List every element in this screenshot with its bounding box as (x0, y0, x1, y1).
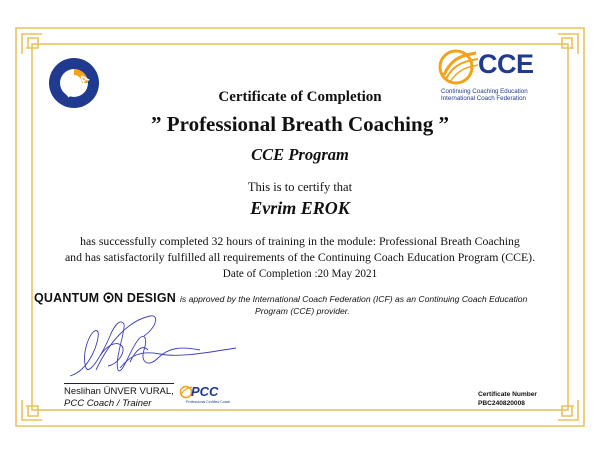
signer-name: Neslihan ÜNVER VURAL, (64, 386, 174, 397)
brand-left-text: QUANTUM (34, 291, 103, 305)
cce-logo-line1: Continuing Coaching Education (441, 88, 528, 95)
quantum-on-design-logo (34, 291, 176, 305)
cce-swirl-icon (438, 47, 480, 87)
approval-line2: Program (CCE) provider. (255, 306, 350, 316)
recipient-name: Evrim EROK (250, 198, 350, 218)
certify-text: This is to certify that (247, 180, 353, 194)
handwritten-signature (60, 310, 250, 386)
certificate-heading: Certificate of Completion (218, 89, 382, 105)
signer-block (64, 386, 174, 410)
completion-text-line2: and has satisfactorily fulfilled all requirements of the Continuing Coach Education Program (CCE). (64, 250, 536, 264)
certificate-title: ” Professional Breath Coaching ” (151, 112, 449, 136)
signature-line (64, 383, 174, 384)
signer-role: PCC Coach / Trainer (64, 398, 152, 409)
pcc-logo-sub: Professional Certified Coach (186, 400, 231, 404)
cce-logo-word: CCE (478, 49, 534, 79)
cce-logo-line2: International Coach Federation (441, 95, 526, 102)
certificate-number-block (478, 391, 537, 408)
certificate-number-value: PBC240820008 (478, 399, 525, 407)
program-name: CCE Program (251, 145, 349, 164)
idea-logo-text: IDEA (60, 71, 92, 101)
pcc-logo-word: PCC (191, 384, 219, 399)
completion-text-line1: has successfully completed 32 hours of training in the module: Professional Breath Coaching (80, 234, 520, 248)
certificate-number-label: Certificate Number (478, 391, 537, 398)
brand-circle-icon (103, 292, 114, 303)
completion-date: Date of Completion :20 May 2021 (222, 268, 378, 280)
approval-line1: is approved by the International Coach Federation (ICF) as an Continuing Coach Education (180, 294, 528, 304)
pcc-logo (179, 384, 235, 410)
brand-right-text: N DESIGN (113, 291, 176, 305)
